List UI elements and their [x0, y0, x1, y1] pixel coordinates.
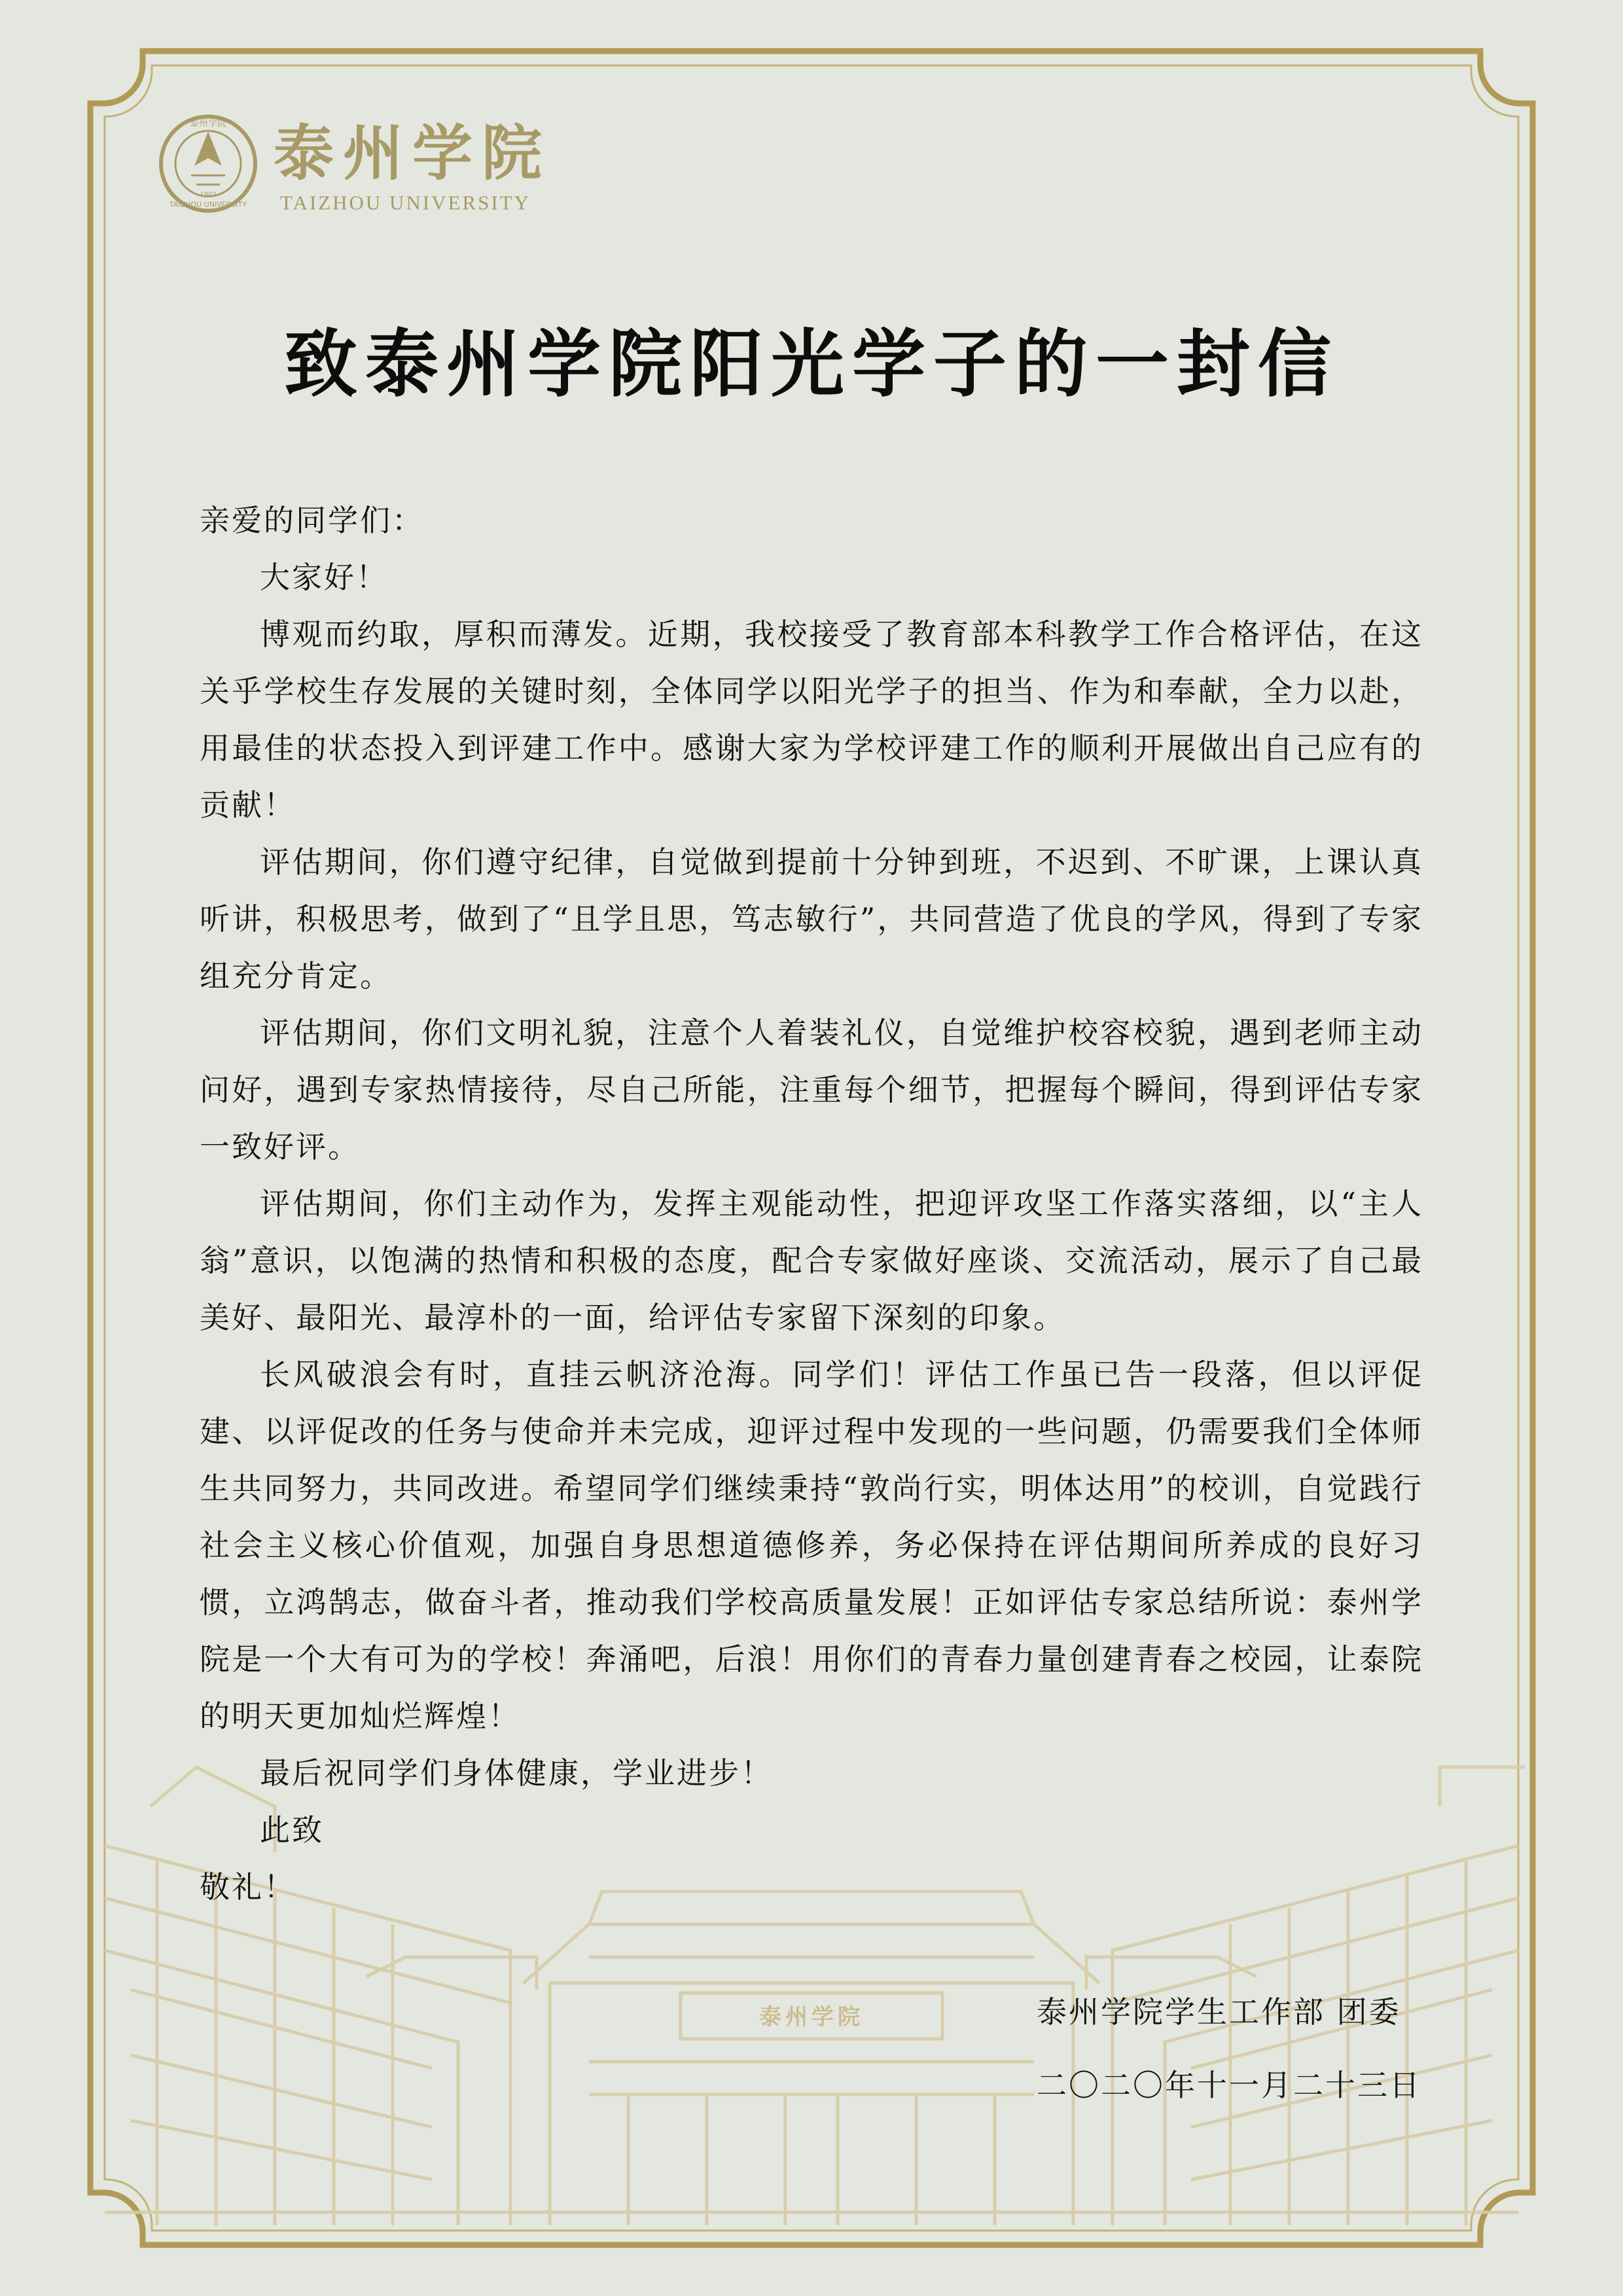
university-seal-logo	[161, 117, 255, 211]
paragraph-2: 评估期间，你们遵守纪律，自觉做到提前十分钟到班，不迟到、不旷课，上课认真听讲，积极思考，做到了“且学且思，笃志敏行”，共同营造了优良的学风，得到了专家组充分肯定。	[200, 844, 1423, 994]
paragraph-6: 最后祝同学们身体健康，学业进步！	[260, 1755, 773, 1791]
svg-text:泰州学院: 泰州学院	[190, 118, 226, 129]
closing-ci-zhi: 此致	[260, 1812, 324, 1848]
paragraph-3: 评估期间，你们文明礼貌，注意个人着装礼仪，自觉维护校容校貌，遇到老师主动问好，遇到专家热情接待，尽自己所能，注重每个细节，把握每个瞬间，得到评估专家一致好评。	[200, 1015, 1423, 1164]
greeting: 亲爱的同学们：	[200, 503, 424, 538]
letter-title: 致泰州学院阳光学子的一封信	[284, 321, 1339, 407]
svg-text:1902: 1902	[200, 191, 217, 198]
signoff-block	[1037, 1975, 1421, 2122]
closing-jing-li: 敬礼！	[200, 1869, 296, 1905]
logo-name-chinese: 泰州学院	[274, 118, 552, 188]
svg-text:TAIZHOU UNIVERSITY: TAIZHOU UNIVERSITY	[169, 200, 247, 209]
gate-sign-text: 泰州学院	[759, 2004, 864, 2030]
hello-line: 大家好！	[260, 560, 388, 595]
paragraph-1: 博观而约取，厚积而薄发。近期，我校接受了教育部本科教学工作合格评估，在这关乎学校生存发展的关键时刻，全体同学以阳光学子的担当、作为和奉献，全力以赴，用最佳的状态投入到评建工作中。感谢大家为学校评建工作的顺利开展做出自己应有的贡献！	[200, 617, 1423, 823]
paragraph-4: 评估期间，你们主动作为，发挥主观能动性，把迎评攻坚工作落实落细，以“主人翁”意识，以饱满的热情和积极的态度，配合专家做好座谈、交流活动，展示了自己最美好、最阳光、最淳朴的一面，给评估专家留下深刻的印象。	[200, 1186, 1423, 1335]
logo-name-english: TAIZHOU UNIVERSITY	[280, 191, 531, 214]
date: 二〇二〇年十一月二十三日	[1037, 2068, 1421, 2103]
paragraph-5: 长风破浪会有时，直挂云帆济沧海。同学们！评估工作虽已告一段落，但以评促建、以评促改的任务与使命并未完成，迎评过程中发现的一些问题，仍需要我们全体师生共同努力，共同改进。希望同学们继续秉持“敦尚行实，明体达用”的校训，自觉践行社会主义核心价值观，加强自身思想道德修养，务必保持在评估期间所养成的良好习惯，立鸿鹄志，做奋斗者，推动我们学校高质量发展！正如评估专家总结所说：泰州学院是一个大有可为的学校！奔涌吧，后浪！用你们的青春力量创建青春之校园，让泰院的明天更加灿烂辉煌！	[200, 1357, 1423, 1734]
signature: 泰州学院学生工作部 团委	[1037, 1994, 1401, 2030]
letter-body	[200, 492, 1423, 1916]
